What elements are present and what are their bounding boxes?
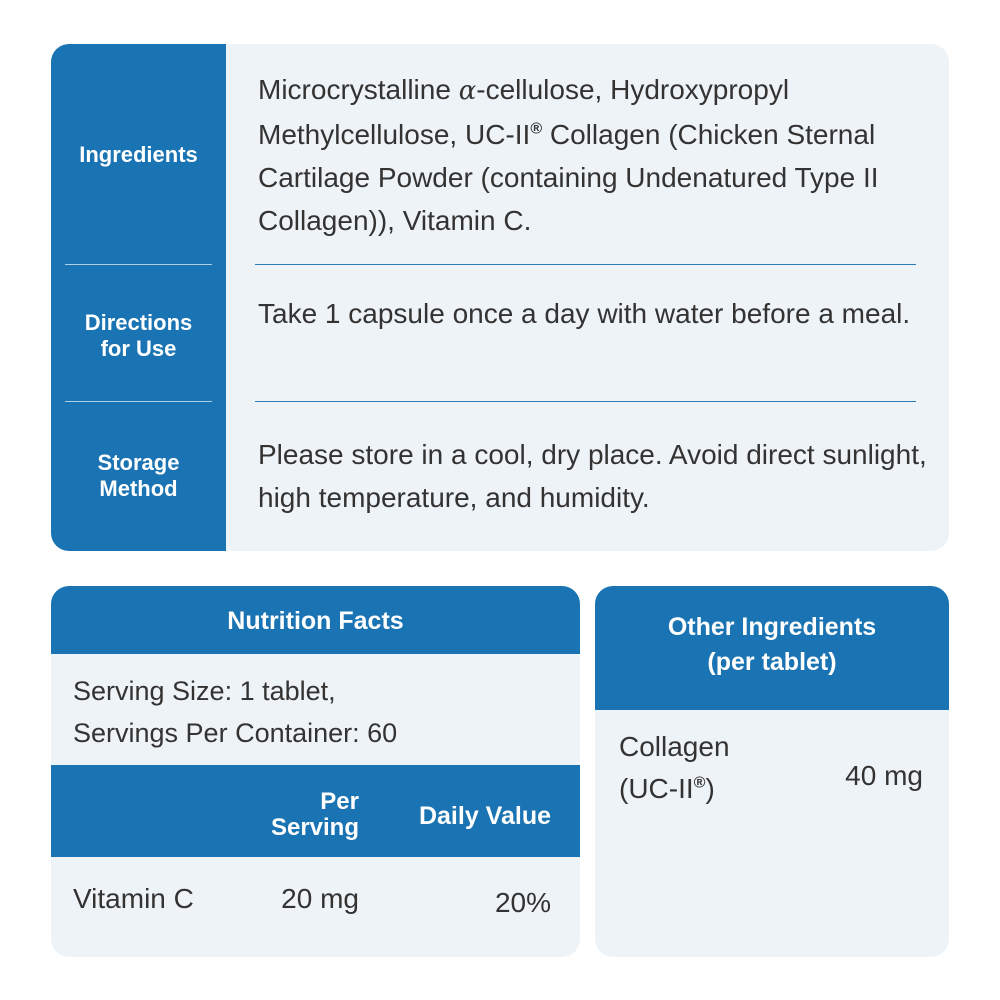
registered-mark: ® (693, 774, 706, 792)
row-divider (255, 264, 916, 265)
other-ingredient-amount: 40 mg (845, 760, 923, 791)
label-divider (65, 264, 212, 265)
other-ingredients-title-line: (per tablet) (707, 648, 837, 676)
storage-label (51, 450, 226, 502)
ingredients-text-part: -cellulose, Hydroxypropyl Methylcellulose, UC-II (258, 74, 790, 150)
other-ingredient-name-part: ) (705, 773, 715, 804)
nutrient-daily-value: 20% (494, 887, 551, 918)
product-info-card (51, 44, 949, 551)
other-ingredients-title-line: Other Ingredients (667, 613, 877, 641)
servings-per-container: Servings Per Container: 60 (73, 718, 398, 748)
nutrient-per-serving: 20 mg (281, 883, 359, 914)
daily-value-header: Daily Value (418, 802, 551, 830)
storage-label-line: Storage (97, 450, 180, 475)
other-ingredient-name-line (619, 768, 799, 810)
registered-mark: ® (530, 120, 543, 138)
row-divider (255, 401, 916, 402)
directions-label-line: Directions (84, 310, 193, 335)
ingredients-label-text: Ingredients (79, 142, 198, 167)
ingredients-text-part: Collagen (Chicken Sternal Cartilage Powder (containing Undenatured Type II Collagen)), Vitamin C. (258, 119, 879, 236)
storage-text: Please store in a cool, dry place. Avoid direct sunlight, high temperature, and humidity. (258, 439, 927, 513)
ingredients-text-part: Microcrystalline (258, 74, 459, 105)
nutrition-facts-card (51, 586, 580, 957)
nutrition-title: Nutrition Facts (227, 607, 404, 635)
other-ingredient-name-part: (UC-II (619, 773, 694, 804)
other-ingredients-title (595, 610, 949, 680)
label-divider (65, 401, 212, 402)
per-serving-header (241, 789, 359, 841)
ingredients-label (51, 142, 226, 168)
per-serving-header-line: Per (320, 788, 359, 815)
directions-label (51, 310, 226, 362)
ingredients-text (258, 68, 928, 242)
alpha-symbol: α (458, 76, 477, 106)
serving-info (73, 670, 553, 754)
directions-label-line: for Use (100, 336, 177, 361)
other-ingredient-name-line: Collagen (619, 731, 730, 762)
directions-text: Take 1 capsule once a day with water before a meal. (258, 298, 911, 329)
other-ingredient-name (619, 726, 799, 810)
storage-label-line: Method (99, 476, 178, 501)
per-serving-header-line: Serving (270, 814, 359, 841)
serving-size: Serving Size: 1 tablet, (73, 676, 336, 706)
other-ingredients-card (595, 586, 949, 957)
nutrient-name: Vitamin C (73, 883, 194, 914)
